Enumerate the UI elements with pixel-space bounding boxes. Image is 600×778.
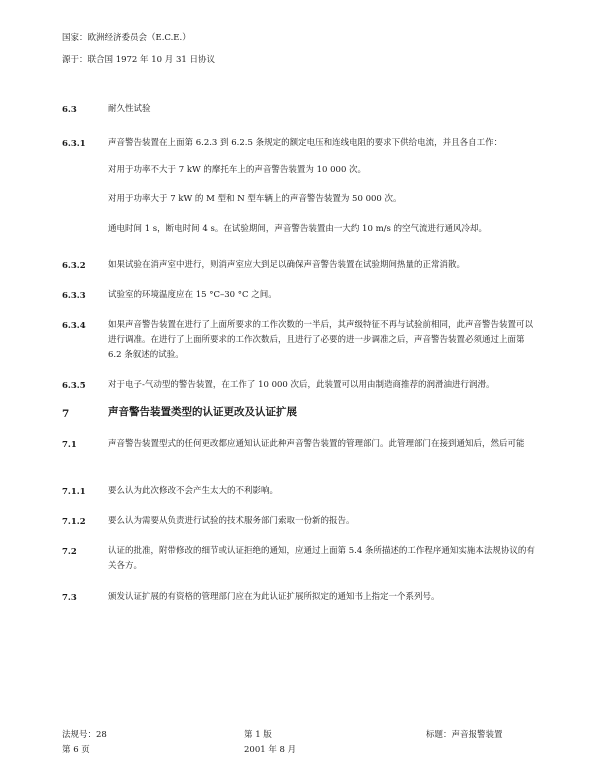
clause-text: 声音警告装置型式的任何更改都应通知认证此种声音警告装置的管理部门。此管理部门在接到通知后，然后可能 [108,439,525,449]
clause-number: 6.3.1 [62,139,86,149]
clause-text: 对用于功率大于 7 kW 的 M 型和 N 型车辆上的声音警告装置为 50 000 次。 [108,194,402,204]
clause-text: 通电时间 1 s，断电时间 4 s。在试验期间，声音警告装置由一大约 10 m/s 的空气流进行通风冷却。 [108,224,488,234]
clause-number: 7.1.2 [62,517,86,527]
clause-text: 试验室的环境温度应在 15 °C–30 °C 之间。 [108,290,277,300]
clause-number: 6.3.5 [62,381,86,391]
clause-text: 对于电子-气动型的警告装置，在工作了 10 000 次后，此装置可以用由制造商推荐的润滑油进行润滑。 [108,380,495,390]
clause-text: 如果声音警告装置在进行了上面所要求的工作次数的一半后，其声级特征不再与试验前相同，此声音警告装置可以进行调准。在进行了上面所要求的工作次数后，且进行了必要的进一步调准之后，声音警告装置必须通过上面第 6.2 条叙述的试验。 [108,320,534,360]
clause-number: 7.1.1 [62,487,86,497]
section-number: 7 [62,408,70,420]
clause-number: 7.2 [62,547,77,557]
clause-number: 6.3.2 [62,261,86,271]
clause-text: 认证的批准，附带修改的细节或认证拒绝的通知，应通过上面第 5.4 条所描述的工作程序通知实施本法规协议的有关各方。 [108,546,535,571]
clause-number: 6.3 [62,105,77,115]
clause-text: 如果试验在消声室中进行，则消声室应大到足以确保声音警告装置在试验期间热量的正常消散。 [108,260,466,270]
section-heading: 声音警告装置类型的认证更改及认证扩展 [108,406,297,418]
clause-heading: 耐久性试验 [108,104,151,114]
clause-number: 6.3.4 [62,321,86,331]
clause-number: 7.1 [62,440,77,450]
header-source: 源于：联合国 1972 年 10 月 31 日协议 [62,55,215,65]
footer-regulation-number: 法规号：28 [62,730,107,740]
footer-page-number: 第 6 页 [62,745,90,755]
footer-date: 2001 年 8 月 [244,745,297,755]
header-organization: 国家：欧洲经济委员会（E.C.E.） [62,33,191,43]
clause-text: 要么认为此次修改不会产生太大的不利影响。 [108,486,279,496]
clause-number: 7.3 [62,593,77,603]
clause-text: 颁发认证扩展的有资格的管理部门应在为此认证扩展所拟定的通知书上指定一个系列号。 [108,592,440,602]
footer-title: 标题：声音报警装置 [426,730,503,740]
clause-text: 声音警告装置在上面第 6.2.3 到 6.2.5 条规定的额定电压和连线电阻的要求下供给电流，并且各自工作： [108,138,503,148]
clause-text: 要么认为需要从负责进行试验的技术服务部门索取一份新的报告。 [108,516,355,526]
clause-number: 6.3.3 [62,291,86,301]
footer-edition: 第 1 版 [244,730,272,740]
clause-text: 对用于功率不大于 7 kW 的摩托车上的声音警告装置为 10 000 次。 [108,165,367,175]
